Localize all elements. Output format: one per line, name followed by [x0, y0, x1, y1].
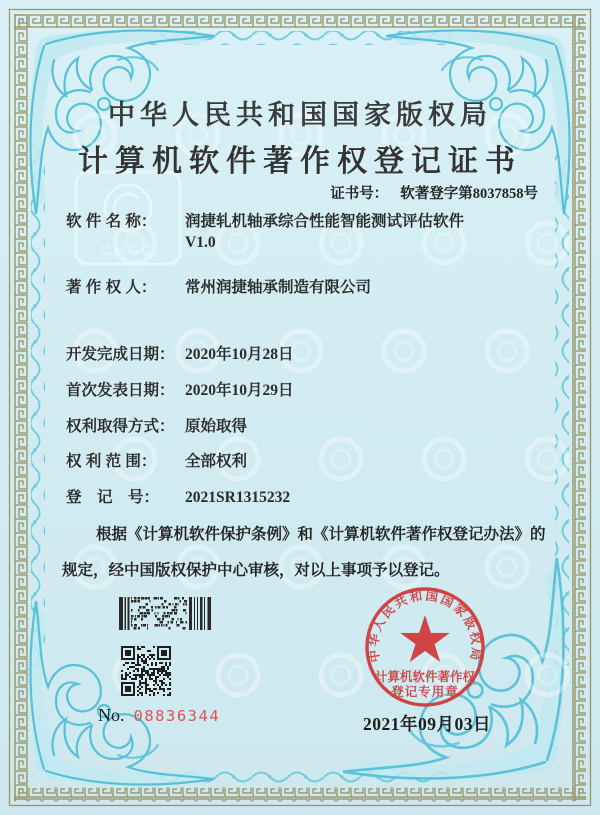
field-value: 常州润捷轴承制造有限公司	[185, 279, 372, 296]
field-value: 润捷轧机轴承综合性能智能测试评估软件 V1.0	[185, 211, 542, 253]
field-value: 2020年10月28日	[185, 346, 294, 363]
statement-line: 根据《计算机软件保护条例》和《计算机软件著作权登记办法》的	[96, 526, 546, 543]
certificate-title: 计算机软件著作权登记证书	[78, 145, 522, 178]
serial-number	[98, 705, 220, 726]
field-label: 登 记 号：	[66, 489, 160, 506]
serial-value: 08836344	[133, 707, 221, 725]
star-icon	[400, 615, 449, 662]
certificate-number-label: 证书号：	[330, 186, 389, 202]
field-value: 2020年10月29日	[185, 382, 294, 399]
seal-line2: 登记专用章	[391, 685, 459, 699]
serial-label: No.	[98, 705, 125, 725]
field-label: 软 件 名 称：	[66, 213, 157, 230]
registration-statement	[62, 517, 546, 589]
field-label: 权利取得方式：	[66, 418, 175, 435]
software-version: V1.0	[185, 234, 216, 251]
issue-date: 2021年09月03日	[363, 714, 491, 734]
field-label: 开发完成日期：	[66, 346, 175, 363]
qr-code	[121, 646, 171, 696]
field-label: 著 作 权 人：	[66, 279, 157, 296]
cpcc-watermark-text: CPCC	[100, 242, 156, 259]
certificate-number-value: 软著登字第8037858号	[400, 186, 538, 202]
statement-line: 规定，经中国版权保护中心审核，对以上事项予以登记。	[62, 562, 450, 579]
field-value: 原始取得	[185, 418, 248, 435]
barcode	[119, 597, 211, 630]
seal-arc-text: 中华人民共和国国家版权局	[366, 588, 484, 664]
certificate-number	[330, 182, 538, 203]
field-value: 2021SR1315232	[185, 489, 291, 506]
official-seal	[352, 584, 498, 718]
field-label: 首次发表日期：	[66, 382, 175, 399]
issuing-authority: 中华人民共和国国家版权局	[108, 100, 492, 130]
seal-line1: 计算机软件著作权	[374, 670, 476, 684]
field-value: 全部权利	[185, 453, 248, 470]
field-label: 权 利 范 围：	[66, 453, 157, 470]
